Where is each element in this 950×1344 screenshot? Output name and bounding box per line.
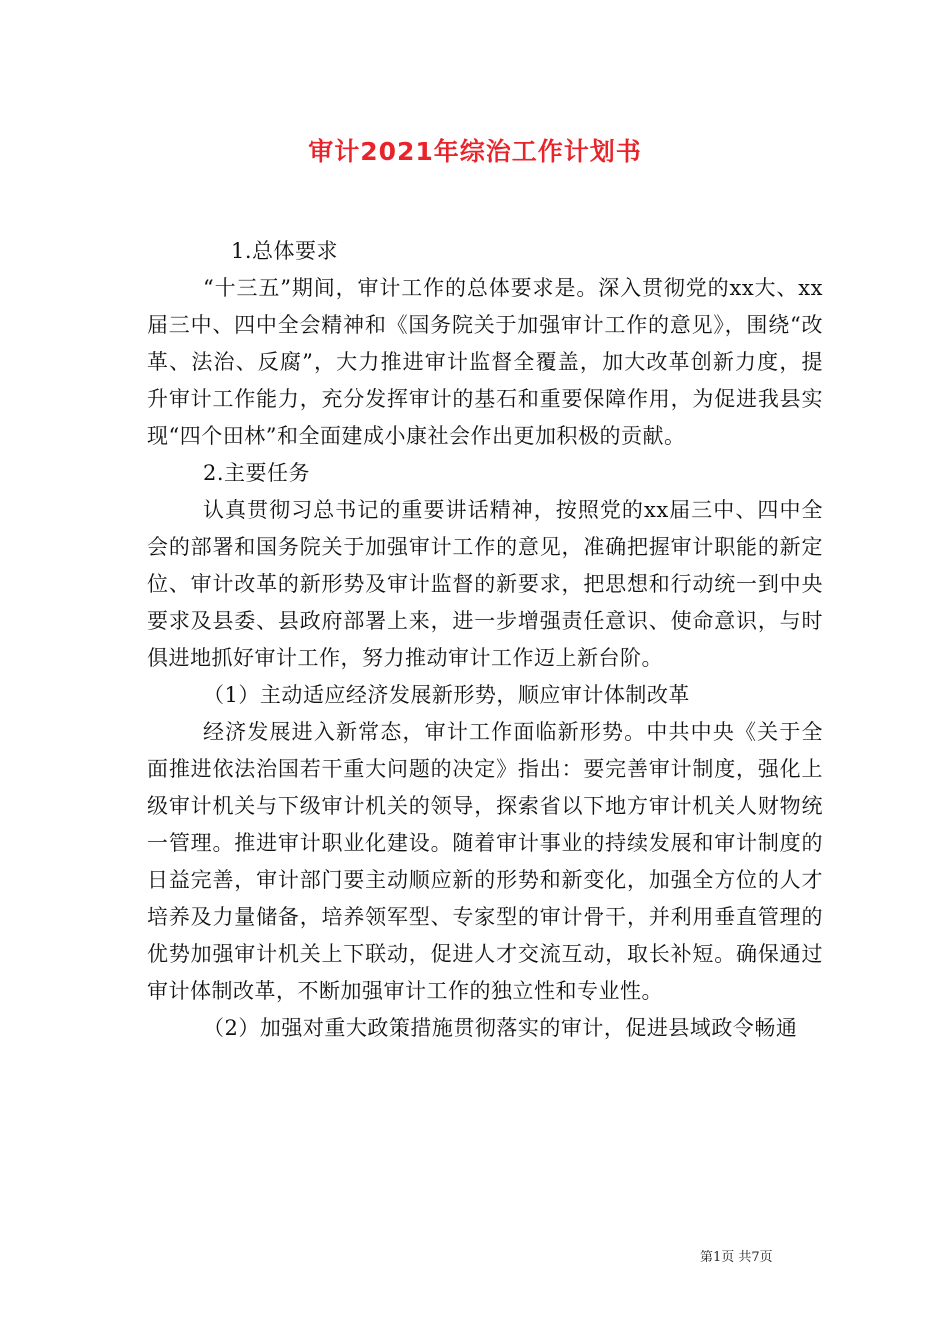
subheading-policy-implementation-audit: （2）加强对重大政策措施贯彻落实的审计，促进县域政令畅通: [203, 1016, 798, 1040]
paragraph-main-tasks: 认真贯彻习总书记的重要讲话精神，按照党的xx届三中、四中全会的部署和国务院关于加强审计工作的意见，准确把握审计职能的新定位、审计改革的新形势及审计监督的新要求，把思想和行动统一到中央要求及县委、县政府部署上来，进一步增强责任意识、使命意识，与时俱进地抓好审计工作，努力推动审计工作迈上新台阶。: [147, 498, 823, 670]
subheading-adapt-economic-development: （1）主动适应经济发展新形势，顺应审计体制改革: [203, 683, 690, 707]
page-number-footer: 第1页 共7页: [700, 1250, 773, 1265]
document-body: [147, 233, 823, 1047]
paragraph-economic-development: 经济发展进入新常态，审计工作面临新形势。中共中央《关于全面推进依法治国若干重大问题的决定》指出：要完善审计制度，强化上级审计机关与下级审计机关的领导，探索省以下地方审计机关人财物统一管理。推进审计职业化建设。随着审计事业的持续发展和审计制度的日益完善，审计部门要主动顺应新的形势和新变化，加强全方位的人才培养及力量储备，培养领军型、专家型的审计骨干，并利用垂直管理的优势加强审计机关上下联动，促进人才交流互动，取长补短。确保通过审计体制改革，不断加强审计工作的独立性和专业性。: [147, 720, 823, 1003]
section-heading-main-tasks: 2.主要任务: [203, 461, 311, 485]
paragraph-overall-requirements: “十三五”期间，审计工作的总体要求是。深入贯彻党的xx大、xx届三中、四中全会精神和《国务院关于加强审计工作的意见》，围绕“改革、法治、反腐”，大力推进审计监督全覆盖，加大改革创新力度，提升审计工作能力，充分发挥审计的基石和重要保障作用，为促进我县实现“四个田林”和全面建成小康社会作出更加积极的贡献。: [147, 276, 823, 448]
document-title: 审计2021年综治工作计划书: [308, 137, 642, 166]
section-heading-overall-requirements: 1.总体要求: [231, 239, 339, 263]
